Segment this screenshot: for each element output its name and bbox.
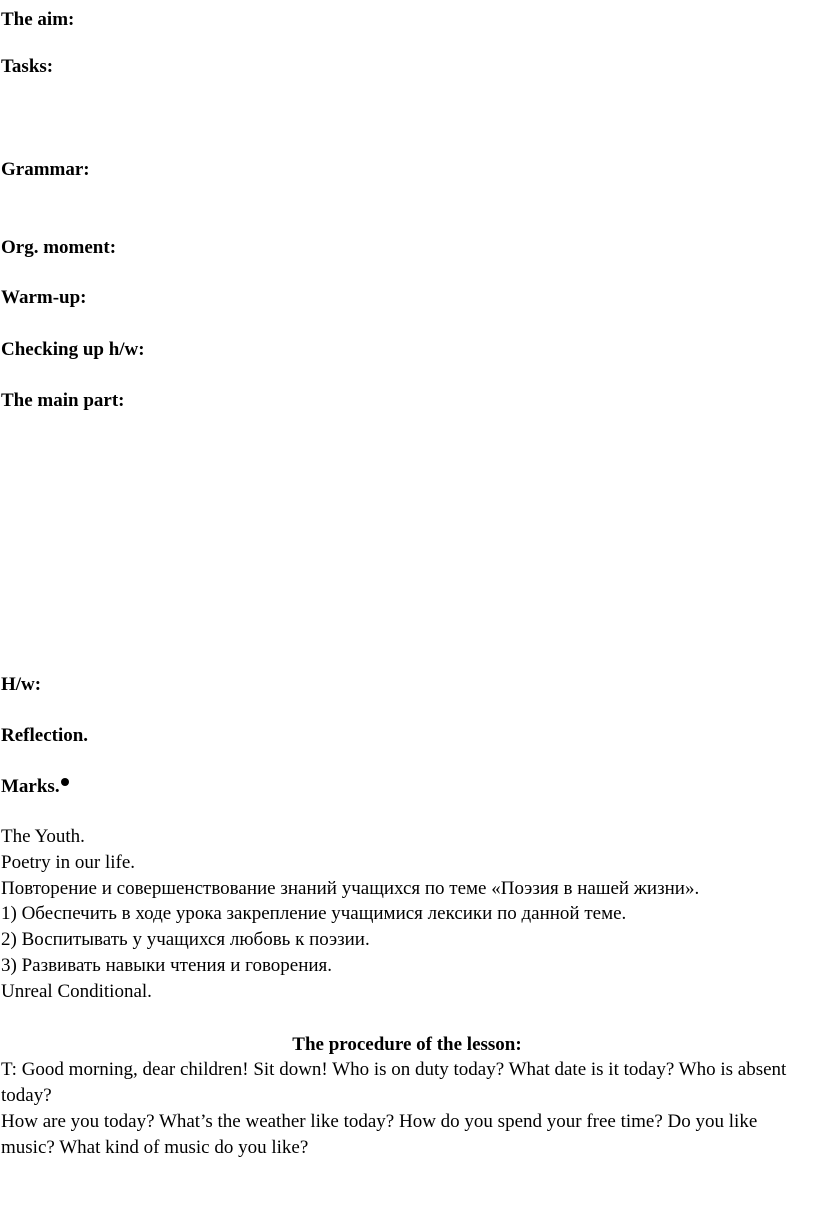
grammar-label: Grammar: xyxy=(1,159,90,180)
procedure-heading: The procedure of the lesson: xyxy=(292,1033,522,1055)
task-item: 2) Воспитывать у учащихся любовь к поэзии. xyxy=(1,929,370,951)
lesson-content xyxy=(1,824,813,1161)
checking-hw-label: Checking up h/w: xyxy=(1,339,145,360)
teacher-greeting: T: Good morning, dear children! Sit down! Who is on duty today? What date is it today? Who is absent today? xyxy=(1,1059,787,1107)
spacer xyxy=(1,1005,813,1032)
task-item: 1) Обеспечить в ходе урока закрепление учащимися лексики по данной теме. xyxy=(1,903,627,925)
subtopic-text: Poetry in our life. xyxy=(1,851,136,873)
tasks-label: Tasks: xyxy=(1,56,54,77)
main-part-label: The main part: xyxy=(1,390,125,411)
task-item: 3) Развивать навыки чтения и говорения. xyxy=(1,954,333,976)
reflection-label: Reflection. xyxy=(1,725,89,746)
bullet-icon xyxy=(61,778,69,786)
aim-text: Повторение и совершенствование знаний учащихся по теме «Поэзия в нашей жизни». xyxy=(1,877,700,899)
warm-up-label: Warm-up: xyxy=(1,287,87,308)
grammar-text: Unreal Conditional. xyxy=(1,980,152,1002)
warm-up-questions: How are you today? What’s the weather like today? How do you spend your free time? Do you like music? What kind of music do you like? xyxy=(1,1110,758,1158)
topic-text: The Youth. xyxy=(1,826,85,847)
marks-text: Marks. xyxy=(1,776,60,797)
marks-label xyxy=(1,776,69,798)
hw-label: H/w: xyxy=(1,674,42,695)
org-moment-label: Org. moment: xyxy=(1,237,117,258)
aim-label: The aim: xyxy=(1,9,75,30)
